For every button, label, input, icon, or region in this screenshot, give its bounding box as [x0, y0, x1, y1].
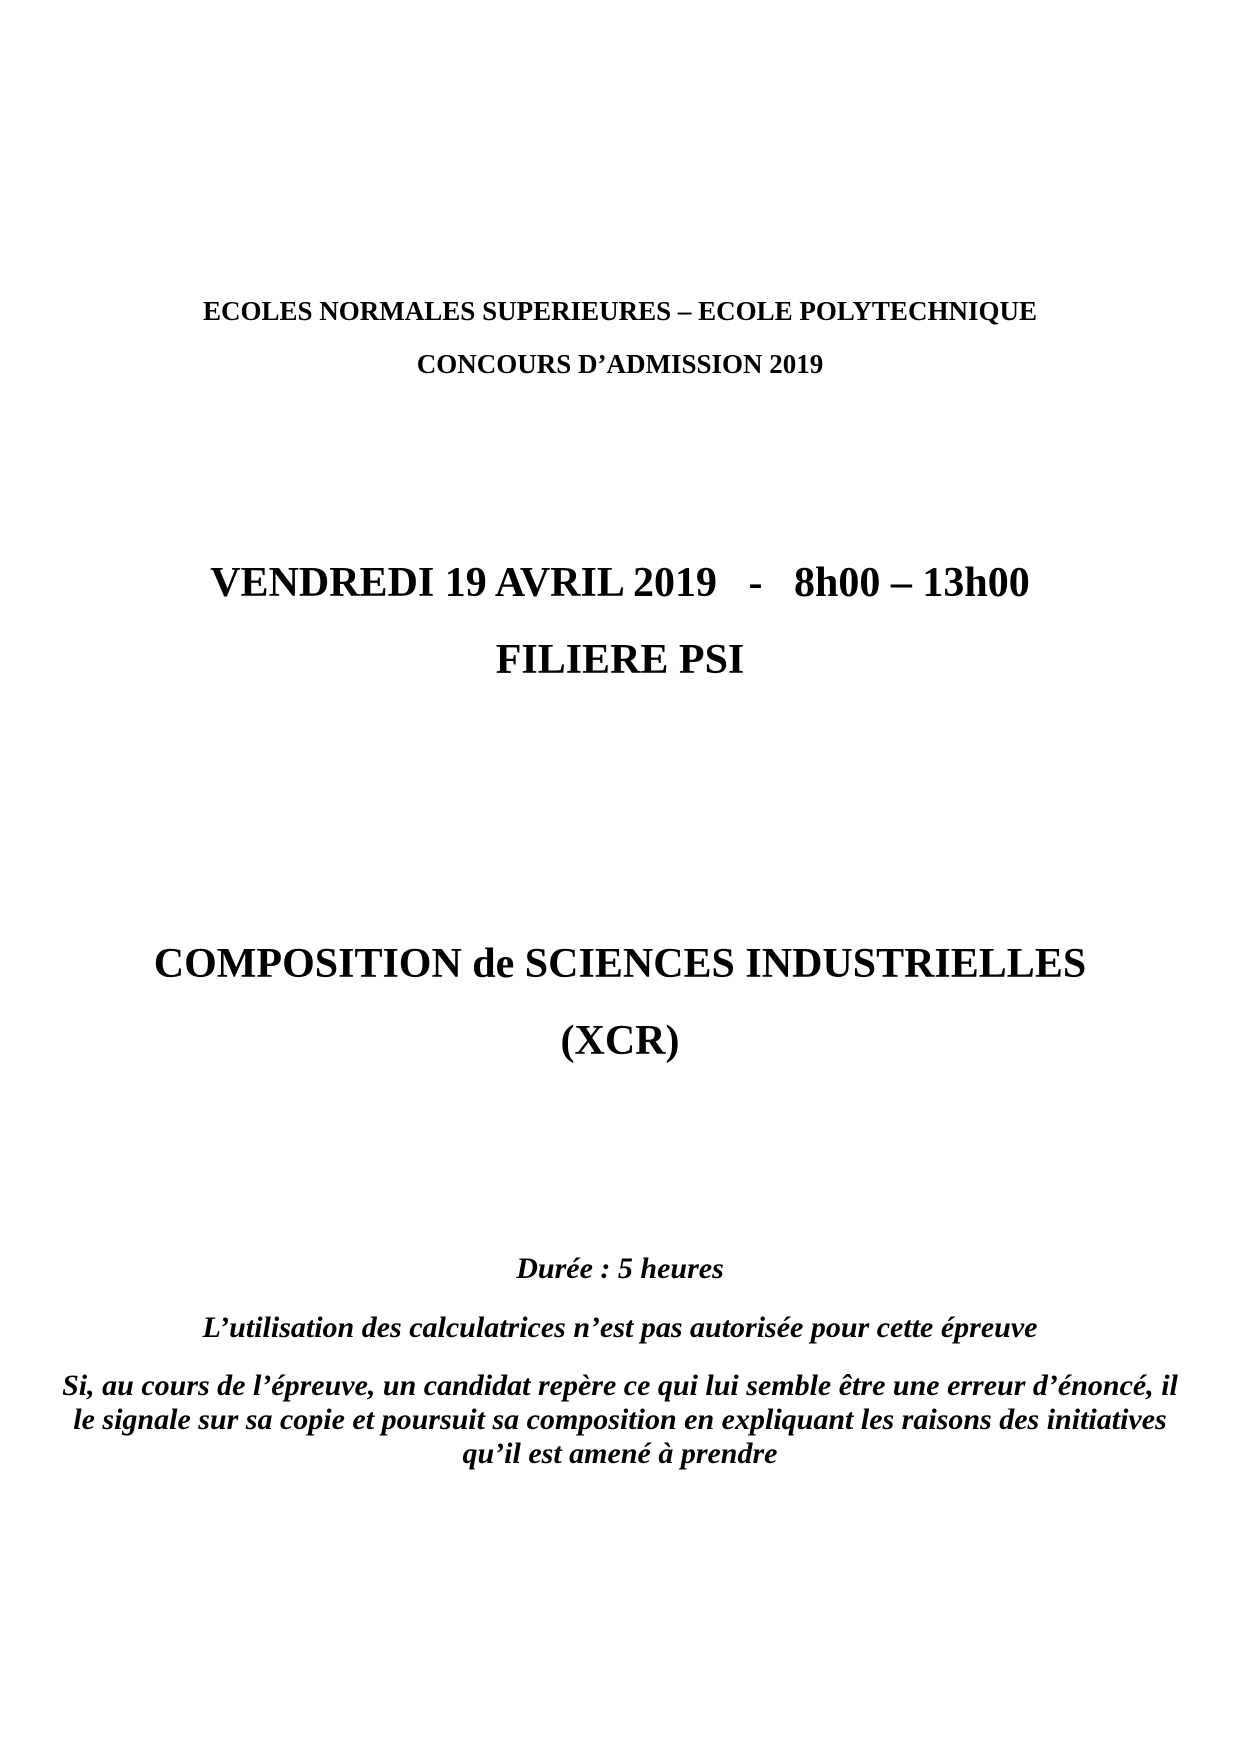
contest-header: CONCOURS D’ADMISSION 2019	[416, 349, 824, 379]
schools-header: ECOLES NORMALES SUPERIEURES – ECOLE POLYTECHNIQUE	[203, 296, 1037, 326]
exam-title: COMPOSITION de SCIENCES INDUSTRIELLES	[153, 941, 1087, 987]
calculator-policy: L’utilisation des calculatrices n’est pas autorisée pour cette épreuve	[202, 1311, 1038, 1344]
exam-duration: Durée : 5 heures	[516, 1252, 724, 1285]
error-policy: Si, au cours de l’épreuve, un candidat repère ce qui lui semble être une erreur d’énoncé, il le signale sur sa copie et poursuit sa composition en expliquant les raisons des initiatives qu’il est amené à prendre	[62, 1369, 1178, 1470]
exam-track: FILIERE PSI	[495, 637, 745, 683]
exam-instructions	[60, 1252, 1180, 1471]
exam-date-time: VENDREDI 19 AVRIL 2019 - 8h00 – 13h00	[210, 560, 1030, 606]
exam-code: (XCR)	[560, 1018, 680, 1064]
